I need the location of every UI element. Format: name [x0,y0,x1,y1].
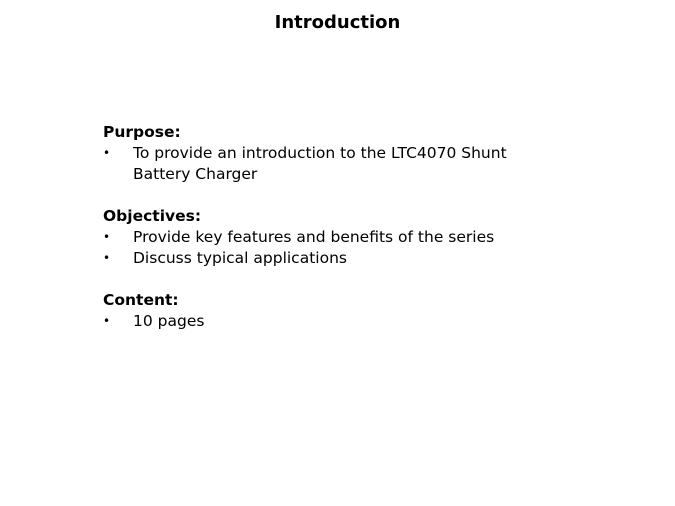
slide-body [103,122,623,332]
bullet-icon: • [103,146,111,160]
bullet-icon: • [103,251,111,265]
bullet-item [103,311,623,332]
bullet-item [103,143,623,185]
bullet-item [103,248,623,269]
section-purpose [103,122,623,185]
bullet-text: 10 pages [133,312,205,330]
bullet-list-objectives [103,227,623,269]
bullet-icon: • [103,314,111,328]
bullet-icon: • [103,230,111,244]
bullet-item [103,227,623,248]
bullet-text: To provide an introduction to the LTC4070 Shunt Battery Charger [133,144,507,183]
bullet-list-purpose [103,143,623,185]
section-heading-content: Content: [103,291,179,309]
section-content [103,290,623,332]
slide-title: Introduction [274,12,401,33]
section-heading-objectives: Objectives: [103,207,202,225]
section-heading-purpose: Purpose: [103,123,181,141]
bullet-text: Discuss typical applications [133,249,347,267]
section-objectives [103,206,623,269]
bullet-list-content [103,311,623,332]
bullet-text: Provide key features and benefits of the series [133,228,495,246]
